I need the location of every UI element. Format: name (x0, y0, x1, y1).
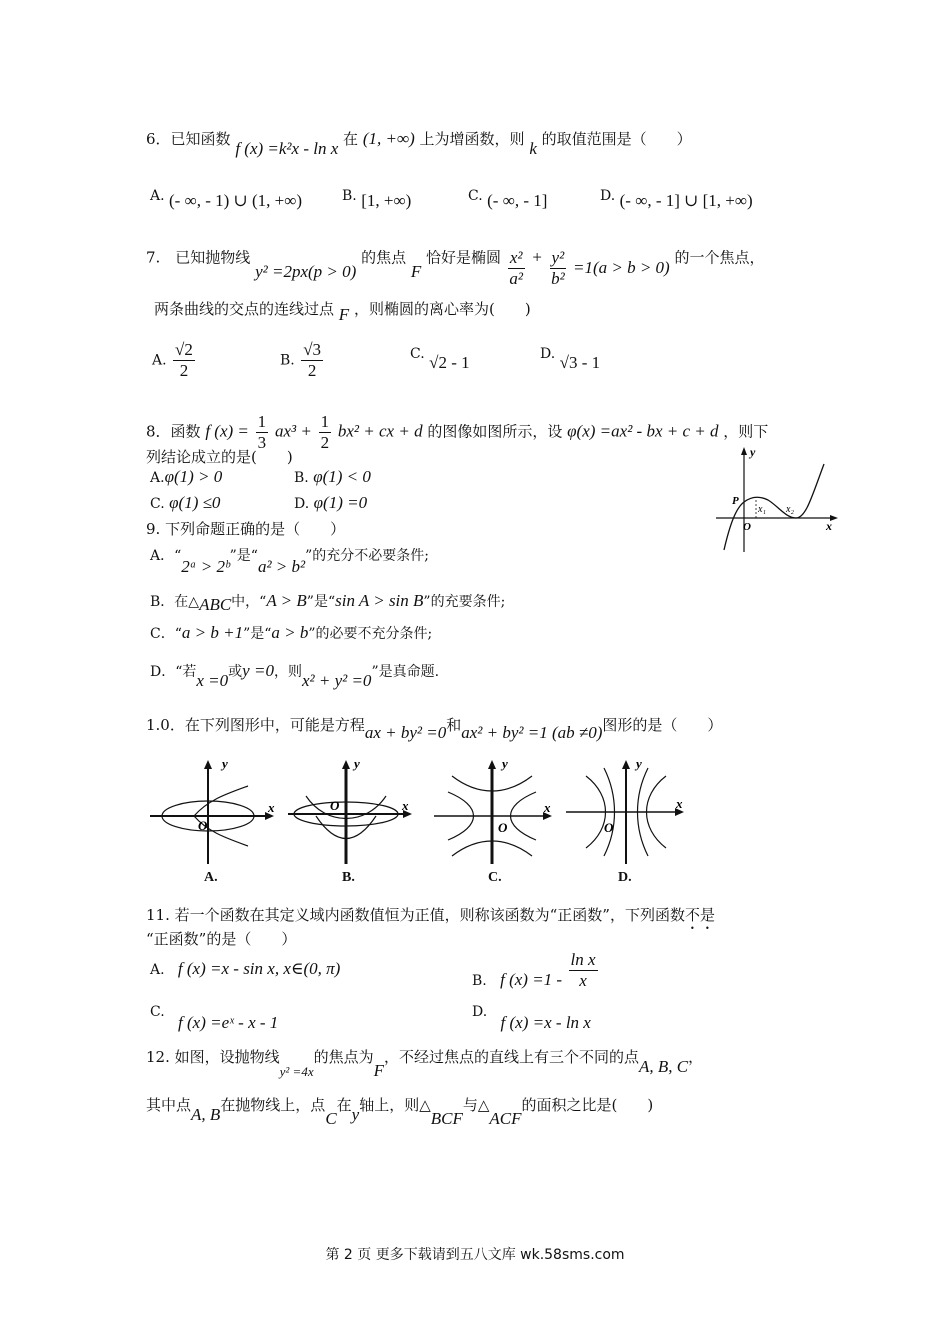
q12-parabola: y² =4x (279, 1064, 314, 1079)
q8-label-p: P (732, 495, 739, 507)
q10-stem: 1.0．在下列图形中，可能是方程ax + by² =0和ax² + by² =1 (ab ≠0)图形的是（ ） (146, 716, 723, 742)
q11-emphasis: 不是 (684, 906, 715, 924)
svg-text:O: O (498, 820, 508, 835)
q7-ellipse-x: $\frac{\text{x²}}{\text{a²}}$ (509, 248, 523, 288)
q8-phi: φ(x) =ax² - bx + c + d (567, 421, 719, 441)
q11-option-d: D. f (x) =x - ln x (472, 1004, 591, 1032)
q6-option-b: B. [1, +∞) (342, 188, 412, 210)
q9-option-c: C．“a > b +1”是“a > b”的必要不充分条件; (150, 623, 433, 642)
q7-option-b: B. $\frac{√3}{2}$ (280, 340, 322, 380)
q8-option-b: B. φ(1) < 0 (294, 467, 371, 486)
q10-figure-d (564, 756, 690, 868)
q6-stem (146, 128, 692, 158)
q8-label-x2: x₂ (786, 504, 794, 515)
svg-text:y: y (636, 756, 642, 771)
svg-text:O: O (330, 798, 340, 813)
svg-text:x: x (402, 798, 409, 813)
q7-option-a: A. $\frac{√2}{2}$ (152, 340, 193, 380)
q6-stem-post: 上为增函数，则 (419, 130, 525, 148)
q8-option-a: A.φ(1) > 0 (150, 467, 223, 486)
q8-cubic-graph (716, 444, 840, 556)
q8-label-o: O (743, 521, 751, 533)
q7-stem: 7. 已知抛物线 y² =2px(p > 0) 的焦点 F 恰好是椭圆 $\frac{\text{x²}}{\text{a²}}$ + $\frac{\text{y²}}{\text{b²}}$ =1(a > b > 0) 的一个焦点， (146, 247, 765, 288)
svg-text:x: x (268, 800, 275, 815)
svg-text:y: y (222, 756, 228, 771)
svg-text:x: x (544, 800, 551, 815)
q7-stem-line2: 两条曲线的交点的连线过点 F ，则椭圆的离心率为( ) (154, 300, 531, 324)
q10-figure-b (286, 756, 416, 868)
q11-option-c: C. f (x) =eˣ - x - 1 (150, 1004, 279, 1032)
q10-figure-b-label: B. (342, 870, 355, 885)
q8-stem: 8．函数 f (x) = $\frac{1}{3}$ ax³ + $\frac{1}{2}$ bx² + cx + d 的图像如图所示，设 φ(x) =ax² - bx + c + d ，则下 (146, 412, 769, 452)
q10-eq1: ax + by² =0 (364, 723, 447, 742)
q11-option-b: B. f (x) =1 - $\frac{\text{ln x}}{x}$ (472, 950, 596, 990)
q9-option-d: D．“若x =0或y =0，则x² + y² =0”是真命题. (150, 661, 440, 690)
q8-label-x: x (826, 519, 832, 533)
q10-figure-c-label: C. (488, 870, 502, 885)
q11-option-a: A. f (x) =x - sin x, x∈(0, π) (150, 959, 341, 978)
q9-option-a: A．“2ᵃ > 2ᵇ”是“a² > b²”的充分不必要条件; (150, 548, 429, 576)
q6-stem-mid: 在 (343, 130, 359, 148)
q6-option-c: C. (- ∞, - 1] (468, 188, 548, 210)
q10-figure-d-label: D. (618, 870, 632, 885)
q6-func: f (x) =k²x - ln x (235, 139, 339, 158)
q9-option-b: B．在△ABC中，“A > B”是“sin A > sin B”的充要条件; (150, 591, 506, 614)
q7-option-d: D. √3 - 1 (540, 346, 601, 372)
q6-var: k (529, 139, 537, 158)
q8-option-d: D. φ(1) =0 (294, 493, 368, 512)
q10-figure-a (148, 756, 278, 868)
q7-ellipse-y: $\frac{\text{y²}}{\text{b²}}$ (551, 248, 565, 288)
q10-figure-c (432, 756, 558, 868)
q8-curve (724, 464, 824, 550)
q8-label-y: y (750, 445, 756, 459)
q11-stem-line2: “正函数”的是（ ） (146, 930, 297, 948)
q8-option-c: C. φ(1) ≤0 (150, 493, 221, 512)
q10-figure-a-label: A. (204, 870, 218, 885)
svg-text:y: y (502, 756, 508, 771)
page-footer: 第 2 页 更多下载请到五八文库 wk.58sms.com (325, 1247, 625, 1263)
q6-interval: (1, +∞) (362, 129, 415, 148)
q8-stem-line2: 列结论成立的是( ) (146, 448, 293, 466)
q11-stem: 11. 若一个函数在其定义域内函数值恒为正值，则称该函数为“正函数”，下列函数不是 (146, 906, 715, 924)
q10-eq2: ax² + by² =1 (ab ≠0) (461, 723, 603, 742)
q12-stem: 12. 如图，设抛物线y² =4x的焦点为F，不经过焦点的直线上有三个不同的点A, B, C， (146, 1048, 704, 1080)
q6-option-d: D. (- ∞, - 1] ∪ [1, +∞) (600, 188, 753, 210)
q9-stem: 9. 下列命题正确的是（ ） (146, 520, 346, 538)
q8-y-arrow (741, 447, 747, 455)
q12-stem-line2: 其中点A, B在抛物线上，点C在y轴上，则△BCF与△ACF的面积之比是( ) (146, 1096, 654, 1128)
q6-stem-end: 的取值范围是（ ） (541, 130, 692, 148)
q6-stem-pre: 6．已知函数 (146, 130, 231, 148)
svg-text:x: x (676, 796, 683, 811)
q7-parabola: y² =2px(p > 0) (255, 261, 357, 281)
svg-text:O: O (198, 818, 208, 833)
q8-label-x1: x₁ (758, 504, 766, 515)
q7-option-c: C. √2 - 1 (410, 346, 470, 372)
svg-text:O: O (604, 820, 614, 835)
svg-text:y: y (354, 756, 360, 771)
q6-option-a: A. (- ∞, - 1) ∪ (1, +∞) (150, 188, 303, 210)
